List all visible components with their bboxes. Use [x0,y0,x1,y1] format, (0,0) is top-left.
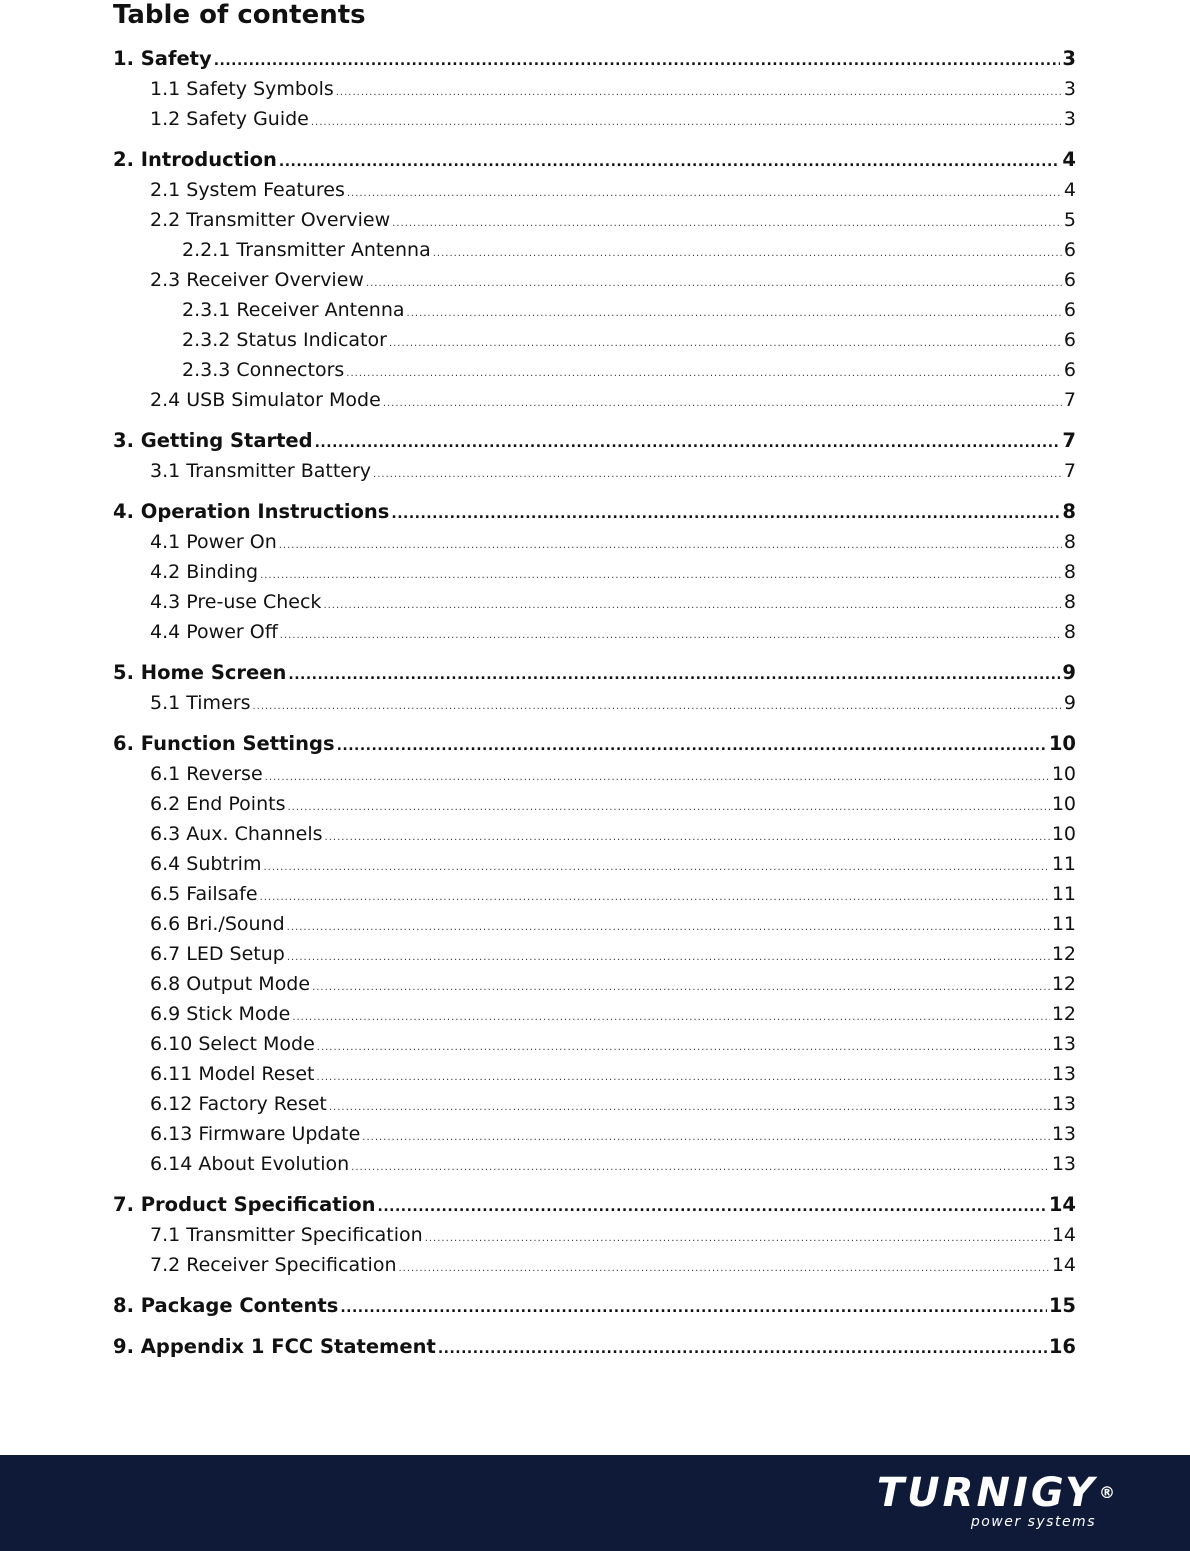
dot-leader [351,1153,1050,1183]
dot-leader [340,1293,1047,1323]
toc-page-number: 4 [1063,179,1076,201]
dot-leader [323,591,1061,621]
dot-leader [263,853,1049,883]
toc-entry-label: 6.6 Bri./Sound [150,913,285,935]
toc-page-number: 10 [1051,793,1076,815]
toc-entry-label: 2.3.3 Connectors [182,359,345,381]
toc-entry-label: 4. Operation Instructions [113,500,390,523]
dot-leader [438,1334,1047,1364]
footer-bar [0,1455,1190,1551]
toc-entry-label: 2.2.1 Transmitter Antenna [182,239,431,261]
toc-subsection[interactable] [113,265,1076,295]
toc-subsection[interactable] [113,385,1076,415]
toc-subsection[interactable] [113,74,1076,104]
toc-entry-label: 4.2 Binding [150,561,259,583]
dot-leader [260,883,1050,913]
dot-leader [260,561,1062,591]
toc-subsection[interactable] [113,1149,1076,1179]
toc-page-number: 7 [1063,460,1076,482]
toc-subsection[interactable] [113,1089,1076,1119]
toc-section[interactable] [113,1291,1076,1321]
toc-entry-label: 7.2 Receiver Specification [150,1254,397,1276]
toc-page-number: 8 [1062,500,1076,523]
toc-section[interactable] [113,44,1076,74]
toc-entry-label: 6.1 Reverse [150,763,263,785]
toc-subsection[interactable] [113,1029,1076,1059]
toc-page-number: 15 [1048,1294,1076,1317]
toc-page-number: 8 [1063,621,1076,643]
toc-entry-label: 6.4 Subtrim [150,853,262,875]
toc-entry-label: 2.4 USB Simulator Mode [150,389,381,411]
toc-page-number: 11 [1051,853,1076,875]
toc-entry-label: 2.3 Receiver Overview [150,269,364,291]
toc-section[interactable] [113,145,1076,175]
dot-leader [287,913,1050,943]
toc-section[interactable] [113,658,1076,688]
toc-entry-label: 2.2 Transmitter Overview [150,209,391,231]
dot-leader [392,209,1062,239]
toc-subsection[interactable] [113,939,1076,969]
toc-page-number: 6 [1063,239,1076,261]
dot-leader [407,299,1062,329]
toc-entry-label: 1.2 Safety Guide [150,108,309,130]
toc-section[interactable] [113,729,1076,759]
dot-leader [433,239,1062,269]
dot-leader [389,329,1062,359]
toc-subsection[interactable] [113,355,1076,385]
toc-page-number: 13 [1051,1153,1076,1175]
dot-leader [279,147,1061,177]
dot-leader [391,499,1060,529]
dot-leader [378,1192,1047,1222]
toc-page-number: 6 [1063,299,1076,321]
toc-subsection[interactable] [113,969,1076,999]
toc-subsection[interactable] [113,1119,1076,1149]
toc-entry-label: 6.12 Factory Reset [150,1093,327,1115]
toc-page-number: 4 [1062,148,1076,171]
toc-section[interactable] [113,1332,1076,1362]
toc-page-number: 9 [1062,661,1076,684]
toc-page-number: 14 [1051,1254,1076,1276]
toc-entry-label: 6. Function Settings [113,732,335,755]
dot-leader [252,692,1061,722]
toc-subsection[interactable] [113,879,1076,909]
toc-page-number: 16 [1048,1335,1076,1358]
brand-name: TURNIGY [876,1470,1097,1516]
toc-page-number: 13 [1051,1093,1076,1115]
dot-leader [287,793,1049,823]
toc-page-number: 14 [1051,1224,1076,1246]
dot-leader [398,1254,1049,1284]
toc-entry-label: 7. Product Specification [113,1193,376,1216]
toc-entry-label: 4.3 Pre-use Check [150,591,322,613]
dot-leader [280,621,1062,651]
toc-page-number: 12 [1051,943,1076,965]
toc-page-number: 8 [1063,531,1076,553]
toc-subsection[interactable] [113,999,1076,1029]
dot-leader [292,1003,1050,1033]
toc-entry-label: 2.1 System Features [150,179,345,201]
toc-page-number: 7 [1062,429,1076,452]
toc-subsection[interactable] [113,819,1076,849]
toc-entry-label: 6.11 Model Reset [150,1063,315,1085]
brand-logo [876,1470,1118,1531]
dot-leader [425,1224,1050,1254]
toc-subsection[interactable] [113,235,1076,265]
dot-leader [346,359,1062,389]
toc-page-number: 11 [1051,913,1076,935]
toc-entry-label: 2.3.1 Receiver Antenna [182,299,405,321]
toc-page-number: 12 [1051,1003,1076,1025]
toc-page-number: 10 [1051,763,1076,785]
toc-page-number: 13 [1051,1123,1076,1145]
toc-page-number: 8 [1063,591,1076,613]
toc-page-number: 6 [1063,359,1076,381]
toc-entry-label: 5. Home Screen [113,661,287,684]
toc-entry-label: 2. Introduction [113,148,277,171]
toc-page-number: 10 [1048,732,1076,755]
toc-entry-label: 9. Appendix 1 FCC Statement [113,1335,436,1358]
toc-entry-label: 4.1 Power On [150,531,277,553]
toc-entry-label: 2.3.2 Status Indicator [182,329,387,351]
toc-entry-label: 8. Package Contents [113,1294,339,1317]
toc-page-number: 3 [1063,78,1076,100]
toc-entry-label: 6.8 Output Mode [150,973,311,995]
toc-subsection[interactable] [113,688,1076,718]
dot-leader [337,731,1047,761]
toc-subsection[interactable] [113,557,1076,587]
toc-page-number: 14 [1048,1193,1076,1216]
toc-subsection[interactable] [113,104,1076,134]
dot-leader [214,46,1061,76]
dot-leader [311,108,1062,138]
dot-leader [325,823,1050,853]
toc-page-number: 3 [1062,47,1076,70]
dot-leader [373,460,1062,490]
toc-page-number: 9 [1063,692,1076,714]
toc-subsection[interactable] [113,527,1076,557]
dot-leader [288,660,1060,690]
dot-leader [265,763,1050,793]
dot-leader [315,428,1061,458]
toc-page-number: 11 [1051,883,1076,905]
dot-leader [362,1123,1050,1153]
toc-subsection[interactable] [113,587,1076,617]
toc-entry-label: 1.1 Safety Symbols [150,78,334,100]
toc-page-number: 13 [1051,1033,1076,1055]
toc-entry-label: 6.14 About Evolution [150,1153,350,1175]
registered-mark: ® [1099,1483,1118,1502]
dot-leader [329,1093,1050,1123]
dot-leader [317,1033,1050,1063]
toc-entry-label: 3. Getting Started [113,429,313,452]
toc-subsection[interactable] [113,617,1076,647]
toc-subsection[interactable] [113,205,1076,235]
toc-subsection[interactable] [113,759,1076,789]
toc-entry-label: 6.13 Firmware Update [150,1123,361,1145]
toc-subsection[interactable] [113,175,1076,205]
toc-subsection[interactable] [113,909,1076,939]
toc-page-number: 8 [1063,561,1076,583]
toc-entry-label: 3.1 Transmitter Battery [150,460,372,482]
toc-section[interactable] [113,426,1076,456]
toc-entry-label: 6.9 Stick Mode [150,1003,291,1025]
toc-entry-label: 6.5 Failsafe [150,883,258,905]
dot-leader [383,389,1062,419]
toc-entry-label: 5.1 Timers [150,692,251,714]
toc-entry-label: 6.2 End Points [150,793,286,815]
dot-leader [336,78,1062,108]
toc-page-number: 6 [1063,329,1076,351]
toc-page-number: 7 [1063,389,1076,411]
dot-leader [287,943,1050,973]
toc-subsection[interactable] [113,1250,1076,1280]
table-of-contents [113,44,1076,1362]
toc-entry-label: 4.4 Power Off [150,621,278,643]
dot-leader [279,531,1062,561]
dot-leader [317,1063,1050,1093]
toc-page-number: 3 [1063,108,1076,130]
toc-section[interactable] [113,497,1076,527]
toc-subsection[interactable] [113,456,1076,486]
toc-subsection[interactable] [113,295,1076,325]
page-title: Table of contents [113,0,366,30]
dot-leader [312,973,1050,1003]
toc-subsection[interactable] [113,1059,1076,1089]
dot-leader [347,179,1062,209]
toc-entry-label: 7.1 Transmitter Specification [150,1224,423,1246]
toc-page-number: 10 [1051,823,1076,845]
toc-page-number: 13 [1051,1063,1076,1085]
toc-entry-label: 1. Safety [113,47,212,70]
dot-leader [366,269,1062,299]
toc-entry-label: 6.10 Select Mode [150,1033,315,1055]
toc-page-number: 6 [1063,269,1076,291]
brand-tagline: power systems [970,1514,1096,1530]
toc-page-number: 5 [1063,209,1076,231]
toc-subsection[interactable] [113,849,1076,879]
toc-subsection[interactable] [113,325,1076,355]
toc-subsection[interactable] [113,789,1076,819]
toc-entry-label: 6.7 LED Setup [150,943,285,965]
toc-page-number: 12 [1051,973,1076,995]
toc-entry-label: 6.3 Aux. Channels [150,823,323,845]
toc-section[interactable] [113,1190,1076,1220]
toc-subsection[interactable] [113,1220,1076,1250]
